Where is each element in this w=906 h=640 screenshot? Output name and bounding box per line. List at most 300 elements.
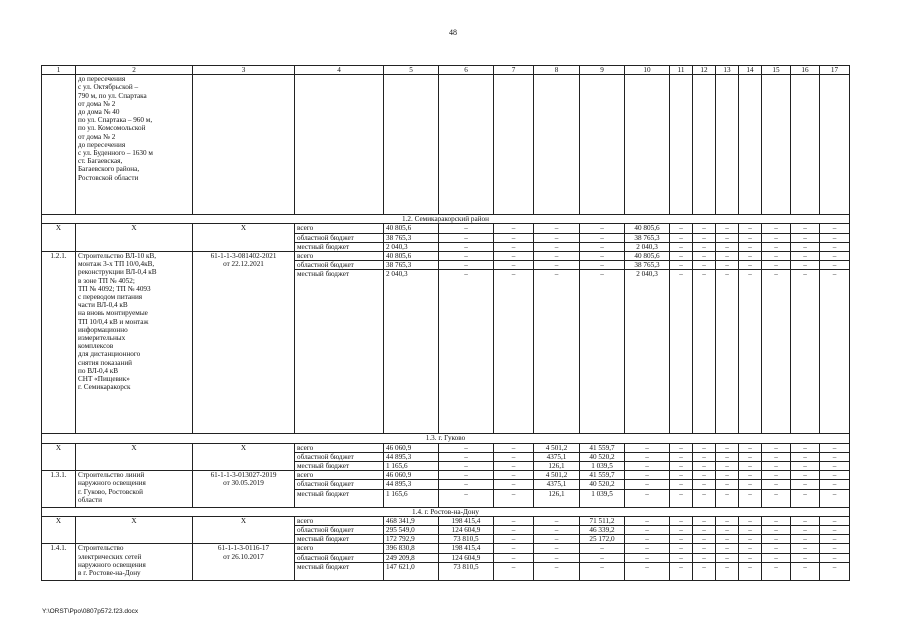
item-name: Строительство электрических сетей наружного освещения в г. Ростове-на-Дону <box>76 544 193 580</box>
value-cell: – <box>625 535 670 544</box>
value-cell: 2 040,3 <box>625 242 670 251</box>
value-cell: – <box>693 562 716 580</box>
empty-cell <box>762 75 791 215</box>
column-number-14: 14 <box>739 66 762 75</box>
value-cell: – <box>716 544 739 553</box>
value-cell: – <box>762 233 791 242</box>
funding-source: местный бюджет <box>295 242 384 251</box>
item-name-continuation: до пересечения с ул. Октябрьской – 790 м, по ул. Спартака от дома № 2 до дома № 40 по ул. Спартака – 960 м, по ул. Комсомольской от дома № 2 до пересечения с ул. Буденного – 1630 м ст. Багаевская, Багаевского района, Ростовской области <box>76 75 193 215</box>
value-cell: – <box>716 443 739 452</box>
column-number-13: 13 <box>716 66 739 75</box>
value-cell: – <box>716 489 739 507</box>
value-cell: – <box>820 562 850 580</box>
value-cell: – <box>494 261 534 270</box>
value-cell: – <box>791 242 820 251</box>
value-cell: 40 520,2 <box>580 480 625 489</box>
value-cell: – <box>670 242 693 251</box>
value-cell: – <box>791 526 820 535</box>
empty-cell <box>193 75 295 215</box>
value-cell: 40 805,6 <box>384 224 439 233</box>
column-number-5: 5 <box>384 66 439 75</box>
value-cell: – <box>494 242 534 251</box>
value-cell: 396 830,8 <box>384 544 439 553</box>
page-number: 48 <box>449 28 457 37</box>
funding-source: всего <box>295 471 384 480</box>
header-row <box>42 66 850 75</box>
value-cell: – <box>762 535 791 544</box>
value-cell: – <box>625 452 670 461</box>
value-cell: – <box>494 553 534 562</box>
value-cell: – <box>791 544 820 553</box>
value-cell: – <box>791 252 820 261</box>
value-cell: – <box>716 462 739 471</box>
table-body <box>42 66 850 581</box>
value-cell: – <box>762 452 791 461</box>
empty-cell <box>494 75 534 215</box>
total-row <box>42 224 850 233</box>
value-cell: – <box>580 553 625 562</box>
value-cell: – <box>534 553 580 562</box>
value-cell: – <box>820 471 850 480</box>
value-cell: – <box>791 516 820 525</box>
value-cell: – <box>762 252 791 261</box>
value-cell: – <box>716 452 739 461</box>
value-cell: – <box>791 270 820 434</box>
value-cell: – <box>580 544 625 553</box>
value-cell: – <box>534 516 580 525</box>
value-cell: – <box>739 261 762 270</box>
section-title: 1.3. г. Гуково <box>42 434 850 443</box>
value-cell: – <box>670 224 693 233</box>
funding-source: областной бюджет <box>295 553 384 562</box>
value-cell: – <box>791 480 820 489</box>
value-cell: 2 040,3 <box>384 242 439 251</box>
value-cell: – <box>494 480 534 489</box>
value-cell: – <box>494 535 534 544</box>
column-number-8: 8 <box>534 66 580 75</box>
value-cell: – <box>791 535 820 544</box>
value-cell: – <box>670 480 693 489</box>
value-cell: – <box>693 233 716 242</box>
value-cell: – <box>439 252 494 261</box>
value-cell: – <box>762 462 791 471</box>
value-cell: – <box>791 553 820 562</box>
value-cell: – <box>739 535 762 544</box>
funding-source: всего <box>295 252 384 261</box>
funding-source: местный бюджет <box>295 270 384 434</box>
funding-source: всего <box>295 443 384 452</box>
value-cell: – <box>580 261 625 270</box>
empty-cell <box>670 75 693 215</box>
total-marker-x: Х <box>193 516 295 544</box>
value-cell: – <box>820 443 850 452</box>
empty-cell <box>534 75 580 215</box>
value-cell: – <box>625 544 670 553</box>
value-cell: – <box>670 462 693 471</box>
value-cell: – <box>739 480 762 489</box>
value-cell: – <box>625 480 670 489</box>
value-cell: 46 339,2 <box>580 526 625 535</box>
value-cell: – <box>625 489 670 507</box>
value-cell: – <box>625 553 670 562</box>
empty-cell <box>820 75 850 215</box>
value-cell: – <box>739 489 762 507</box>
value-cell: – <box>670 270 693 434</box>
value-cell: – <box>693 526 716 535</box>
value-cell: – <box>580 233 625 242</box>
value-cell: – <box>693 270 716 434</box>
value-cell: – <box>534 562 580 580</box>
value-cell: – <box>625 562 670 580</box>
funding-source: областной бюджет <box>295 452 384 461</box>
column-number-11: 11 <box>670 66 693 75</box>
value-cell: – <box>494 452 534 461</box>
section-title: 1.4. г. Ростов-на-Дону <box>42 507 850 516</box>
value-cell: – <box>439 233 494 242</box>
footer-file-path: Y:\ORST\Ppo\0807p572.f23.docx <box>42 608 139 615</box>
value-cell: – <box>625 443 670 452</box>
value-cell: 73 810,5 <box>439 562 494 580</box>
value-cell: 46 060,9 <box>384 471 439 480</box>
empty-cell <box>295 75 384 215</box>
column-number-4: 4 <box>295 66 384 75</box>
value-cell: 198 415,4 <box>439 516 494 525</box>
value-cell: 41 559,7 <box>580 443 625 452</box>
value-cell: – <box>534 270 580 434</box>
value-cell: – <box>693 242 716 251</box>
value-cell: – <box>762 562 791 580</box>
value-cell: – <box>670 471 693 480</box>
value-cell: – <box>693 224 716 233</box>
value-cell: 41 559,7 <box>580 471 625 480</box>
total-row <box>42 443 850 452</box>
value-cell: 126,1 <box>534 489 580 507</box>
item-number-cell <box>42 75 76 215</box>
value-cell: – <box>439 452 494 461</box>
value-cell: – <box>580 242 625 251</box>
value-cell: 40 520,2 <box>580 452 625 461</box>
empty-cell <box>384 75 439 215</box>
value-cell: – <box>693 480 716 489</box>
registration-number: 61-1-1-3-013027-2019 от 30.05.2019 <box>193 471 295 507</box>
value-cell: – <box>670 516 693 525</box>
funding-source: местный бюджет <box>295 562 384 580</box>
total-marker-x: Х <box>42 443 76 471</box>
value-cell: 4375,1 <box>534 480 580 489</box>
empty-cell <box>739 75 762 215</box>
value-cell: – <box>670 526 693 535</box>
value-cell: – <box>739 270 762 434</box>
value-cell: 73 810,5 <box>439 535 494 544</box>
column-number-15: 15 <box>762 66 791 75</box>
value-cell: – <box>791 261 820 270</box>
item-number: 1.4.1. <box>42 544 76 580</box>
value-cell: 147 621,0 <box>384 562 439 580</box>
item-number: 1.3.1. <box>42 471 76 507</box>
value-cell: – <box>716 261 739 270</box>
value-cell: – <box>693 516 716 525</box>
value-cell: – <box>670 261 693 270</box>
value-cell: – <box>716 535 739 544</box>
funding-source: местный бюджет <box>295 462 384 471</box>
value-cell: 44 895,3 <box>384 480 439 489</box>
value-cell: – <box>494 252 534 261</box>
value-cell: – <box>716 562 739 580</box>
value-cell: – <box>534 233 580 242</box>
value-cell: – <box>439 480 494 489</box>
total-marker-x: Х <box>76 224 193 252</box>
value-cell: – <box>791 489 820 507</box>
value-cell: – <box>820 462 850 471</box>
value-cell: – <box>762 526 791 535</box>
column-number-1: 1 <box>42 66 76 75</box>
section-row <box>42 507 850 516</box>
value-cell: – <box>820 480 850 489</box>
value-cell: – <box>791 462 820 471</box>
value-cell: – <box>494 471 534 480</box>
item-row <box>42 544 850 553</box>
funding-source: всего <box>295 544 384 553</box>
value-cell: – <box>670 553 693 562</box>
value-cell: – <box>534 261 580 270</box>
value-cell: 46 060,9 <box>384 443 439 452</box>
value-cell: – <box>534 242 580 251</box>
value-cell: – <box>439 270 494 434</box>
value-cell: – <box>534 252 580 261</box>
value-cell: – <box>693 261 716 270</box>
value-cell: – <box>494 233 534 242</box>
item-name: Строительство ВЛ-10 кВ, монтаж 3-х ТП 10/0,4кВ, реконструкции ВЛ-0,4 кВ в зоне ТП № 4052; ТП № 4092; ТП № 4093 с переводом питания части ВЛ-0,4 кВ на вновь монтируемые ТП 10/0,4 кВ и монтаж информационно измерительных комплексов для дистанционного снятия показаний по ВЛ-0,4 кВ СНТ «Пищевик» г. Семикаракорск <box>76 252 193 434</box>
value-cell: – <box>739 233 762 242</box>
item-row <box>42 471 850 480</box>
budget-table <box>41 65 850 581</box>
value-cell: – <box>820 233 850 242</box>
value-cell: – <box>716 233 739 242</box>
value-cell: – <box>716 270 739 434</box>
registration-number: 61-1-1-3-081402-2021 от 22.12.2021 <box>193 252 295 434</box>
value-cell: – <box>820 535 850 544</box>
value-cell: – <box>693 535 716 544</box>
total-marker-x: Х <box>193 224 295 252</box>
column-number-12: 12 <box>693 66 716 75</box>
value-cell: – <box>625 471 670 480</box>
value-cell: – <box>820 270 850 434</box>
value-cell: – <box>762 480 791 489</box>
value-cell: – <box>820 261 850 270</box>
value-cell: – <box>494 516 534 525</box>
value-cell: 38 765,3 <box>625 233 670 242</box>
funding-source: областной бюджет <box>295 480 384 489</box>
value-cell: 40 805,6 <box>384 252 439 261</box>
value-cell: – <box>739 252 762 261</box>
value-cell: 4375,1 <box>534 452 580 461</box>
value-cell: – <box>762 516 791 525</box>
value-cell: 2 040,3 <box>625 270 670 434</box>
value-cell: – <box>580 562 625 580</box>
value-cell: – <box>670 443 693 452</box>
value-cell: – <box>791 471 820 480</box>
funding-source: всего <box>295 516 384 525</box>
value-cell: – <box>791 233 820 242</box>
value-cell: 38 765,3 <box>384 233 439 242</box>
value-cell: 124 604,9 <box>439 526 494 535</box>
value-cell: 172 792,9 <box>384 535 439 544</box>
value-cell: – <box>670 252 693 261</box>
continuation-row <box>42 75 850 215</box>
value-cell: 38 765,3 <box>384 261 439 270</box>
value-cell: – <box>625 526 670 535</box>
value-cell: – <box>494 526 534 535</box>
value-cell: – <box>670 233 693 242</box>
value-cell: – <box>693 443 716 452</box>
column-number-6: 6 <box>439 66 494 75</box>
value-cell: – <box>739 544 762 553</box>
empty-cell <box>693 75 716 215</box>
value-cell: – <box>625 462 670 471</box>
value-cell: – <box>670 535 693 544</box>
value-cell: 4 501,2 <box>534 443 580 452</box>
funding-source: областной бюджет <box>295 233 384 242</box>
value-cell: – <box>439 242 494 251</box>
value-cell: – <box>693 452 716 461</box>
value-cell: – <box>670 562 693 580</box>
value-cell: 40 805,6 <box>625 252 670 261</box>
value-cell: – <box>716 471 739 480</box>
value-cell: 38 765,3 <box>625 261 670 270</box>
total-marker-x: Х <box>76 516 193 544</box>
funding-source: местный бюджет <box>295 535 384 544</box>
value-cell: – <box>762 224 791 233</box>
value-cell: – <box>580 252 625 261</box>
total-marker-x: Х <box>76 443 193 471</box>
column-number-7: 7 <box>494 66 534 75</box>
value-cell: 249 209,8 <box>384 553 439 562</box>
value-cell: – <box>670 489 693 507</box>
value-cell: – <box>739 224 762 233</box>
value-cell: – <box>693 553 716 562</box>
value-cell: – <box>716 252 739 261</box>
value-cell: – <box>820 252 850 261</box>
value-cell: – <box>494 562 534 580</box>
value-cell: – <box>580 270 625 434</box>
value-cell: 1 165,6 <box>384 462 439 471</box>
value-cell: – <box>494 544 534 553</box>
column-number-2: 2 <box>76 66 193 75</box>
value-cell: – <box>439 489 494 507</box>
value-cell: – <box>693 252 716 261</box>
empty-cell <box>580 75 625 215</box>
total-marker-x: Х <box>42 516 76 544</box>
value-cell: – <box>716 516 739 525</box>
value-cell: – <box>791 562 820 580</box>
funding-source: всего <box>295 224 384 233</box>
total-marker-x: Х <box>42 224 76 252</box>
value-cell: 1 039,5 <box>580 489 625 507</box>
value-cell: – <box>625 516 670 525</box>
value-cell: – <box>762 443 791 452</box>
total-marker-x: Х <box>193 443 295 471</box>
value-cell: – <box>534 535 580 544</box>
value-cell: – <box>716 553 739 562</box>
value-cell: – <box>494 224 534 233</box>
value-cell: 4 501,2 <box>534 471 580 480</box>
value-cell: – <box>820 489 850 507</box>
value-cell: – <box>762 489 791 507</box>
value-cell: – <box>739 526 762 535</box>
value-cell: – <box>693 544 716 553</box>
value-cell: – <box>739 562 762 580</box>
value-cell: – <box>439 261 494 270</box>
value-cell: – <box>693 471 716 480</box>
column-number-3: 3 <box>193 66 295 75</box>
value-cell: 25 172,0 <box>580 535 625 544</box>
value-cell: – <box>716 242 739 251</box>
column-number-10: 10 <box>625 66 670 75</box>
value-cell: – <box>762 553 791 562</box>
value-cell: 126,1 <box>534 462 580 471</box>
value-cell: 71 511,2 <box>580 516 625 525</box>
value-cell: – <box>820 242 850 251</box>
empty-cell <box>716 75 739 215</box>
value-cell: – <box>762 242 791 251</box>
column-number-17: 17 <box>820 66 850 75</box>
value-cell: – <box>693 462 716 471</box>
item-name: Строительство линий наружного освещения г. Гуково, Ростовской области <box>76 471 193 507</box>
value-cell: – <box>534 224 580 233</box>
value-cell: – <box>791 224 820 233</box>
funding-source: местный бюджет <box>295 489 384 507</box>
value-cell: – <box>716 224 739 233</box>
item-number: 1.2.1. <box>42 252 76 434</box>
value-cell: 295 549,0 <box>384 526 439 535</box>
value-cell: – <box>739 516 762 525</box>
section-title: 1.2. Семикаракорский район <box>42 215 850 224</box>
registration-number: 61-1-1-3-0116-17 от 26.10.2017 <box>193 544 295 580</box>
empty-cell <box>625 75 670 215</box>
value-cell: – <box>439 462 494 471</box>
value-cell: – <box>739 242 762 251</box>
value-cell: – <box>820 526 850 535</box>
empty-cell <box>439 75 494 215</box>
value-cell: 44 895,3 <box>384 452 439 461</box>
value-cell: – <box>762 270 791 434</box>
value-cell: 468 341,9 <box>384 516 439 525</box>
column-number-9: 9 <box>580 66 625 75</box>
value-cell: – <box>716 526 739 535</box>
value-cell: – <box>534 526 580 535</box>
section-row <box>42 215 850 224</box>
value-cell: – <box>534 544 580 553</box>
empty-cell <box>791 75 820 215</box>
value-cell: – <box>494 443 534 452</box>
value-cell: – <box>820 516 850 525</box>
value-cell: – <box>494 270 534 434</box>
value-cell: – <box>820 553 850 562</box>
value-cell: – <box>439 471 494 480</box>
item-row <box>42 252 850 261</box>
value-cell: – <box>439 224 494 233</box>
value-cell: – <box>693 489 716 507</box>
value-cell: – <box>820 452 850 461</box>
value-cell: – <box>791 443 820 452</box>
value-cell: – <box>762 544 791 553</box>
funding-source: областной бюджет <box>295 261 384 270</box>
value-cell: 198 415,4 <box>439 544 494 553</box>
value-cell: – <box>762 261 791 270</box>
value-cell: 2 040,3 <box>384 270 439 434</box>
value-cell: – <box>670 544 693 553</box>
value-cell: – <box>762 471 791 480</box>
